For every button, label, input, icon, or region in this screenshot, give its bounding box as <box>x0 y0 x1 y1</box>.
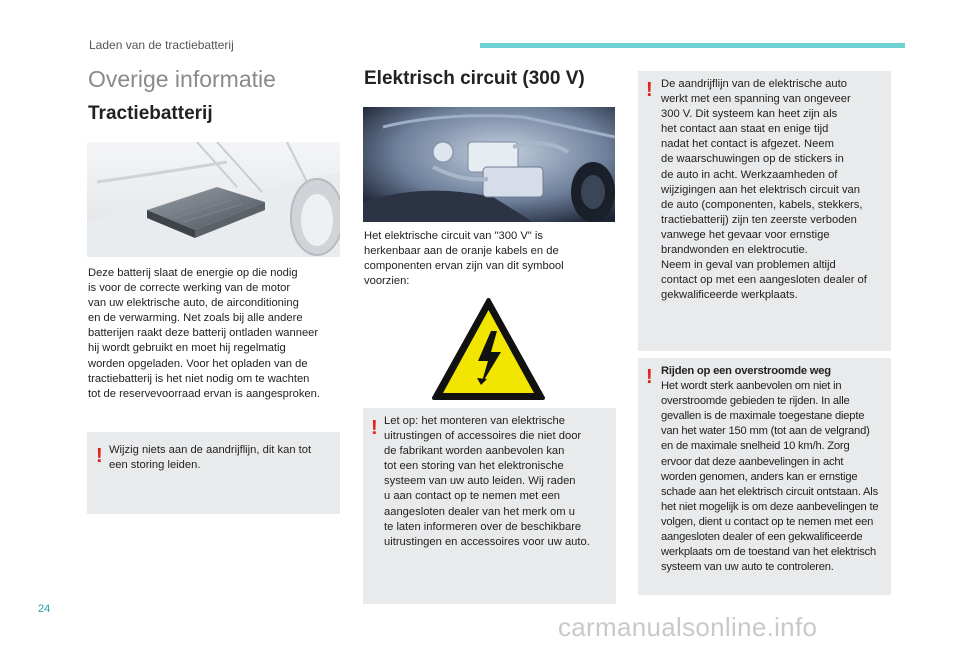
traction-battery-heading: Tractiebatterij <box>88 103 213 124</box>
drivetrain-warning-box <box>87 432 340 514</box>
paragraph-line: voorzien: <box>364 275 410 288</box>
paragraph-line: tot de reservevoorraad ervan is aangesproken. <box>88 387 320 400</box>
warning-title: Rijden op een overstroomde weg <box>661 365 831 377</box>
high-voltage-warning-icon <box>431 297 546 402</box>
header-accent-bar <box>480 43 905 48</box>
warning-line: contact op met een aangesloten dealer of <box>661 274 867 287</box>
paragraph-line: batterijen raakt deze batterij ontladen wanneer <box>88 327 319 340</box>
warning-line: een storing leiden. <box>109 459 201 472</box>
warning-text <box>661 77 889 303</box>
warning-line: werkplaats om de toestand van het elektrisch <box>661 546 877 559</box>
warning-line: systeem van uw auto te controleren. <box>661 561 834 574</box>
paragraph-line: Het elektrische circuit van "300 V" is <box>364 230 543 242</box>
exclamation-icon: ! <box>371 417 378 439</box>
warning-line: tot een storing van het elektronische <box>384 460 564 473</box>
warning-line: uitrustingen of accessoires die niet door <box>384 430 582 443</box>
warning-line: gekwalificeerde werkplaats. <box>661 289 798 302</box>
warning-line: tractiebatterij) zijn ten zeerste verboden <box>661 213 857 226</box>
paragraph-line: en de verwarming. Net zoals bij alle andere <box>88 312 303 325</box>
paragraph-line: componenten ervan zijn van dit symbool <box>364 260 564 273</box>
warning-line: uitrustingen en accessoires voor uw auto. <box>384 535 590 548</box>
warning-text <box>384 414 614 550</box>
warning-line: gevallen is de maximale toegestane diepte <box>661 410 865 423</box>
warning-line: de waarschuwingen op de stickers in <box>661 153 844 166</box>
warning-line: het contact aan staat en enige tijd <box>661 123 829 136</box>
paragraph-line: is voor de correcte werking van de motor <box>88 282 291 295</box>
warning-line: de fabrikant worden aanbevolen kan <box>384 445 565 458</box>
warning-line: Neem in geval van problemen altijd <box>661 259 836 272</box>
warning-line: wijzigingen aan het elektrisch circuit van <box>661 183 860 196</box>
flooded-road-warning-box <box>638 358 891 595</box>
warning-line: Het wordt sterk aanbevolen om niet in <box>661 380 842 393</box>
traction-battery-illustration <box>87 142 340 257</box>
paragraph-line: van uw elektrische auto, de airconditioning <box>88 297 299 310</box>
exclamation-icon: ! <box>646 366 653 388</box>
watermark: carmanualsonline.info <box>558 612 818 642</box>
warning-line: overstroomde gebieden te rijden. In alle <box>661 395 850 408</box>
warning-line: volgen, dient u contact op te nemen met een <box>661 515 874 528</box>
warning-line: van het water 150 mm (tot aan de velgrand) <box>661 425 870 438</box>
section-title: Overige informatie <box>88 66 276 92</box>
exclamation-icon: ! <box>96 445 103 467</box>
warning-line: de auto (componenten, kabels, stekkers, <box>661 198 863 211</box>
paragraph-line: Deze batterij slaat de energie op die nodig <box>88 267 298 279</box>
warning-line: worden genomen, anders kan er ernstige <box>661 470 858 483</box>
warning-line: te laten informeren over de beschikbare <box>384 520 582 533</box>
accessories-warning-box <box>363 408 616 604</box>
electric-circuit-heading: Elektrisch circuit (300 V) <box>364 68 585 89</box>
warning-line: nadat het contact is afgezet. Neem <box>661 138 834 151</box>
paragraph-line: hij wordt gebruikt en moet hij regelmatig <box>88 342 286 355</box>
electric-circuit-text <box>364 229 614 289</box>
warning-line: het niet mogelijk is om deze aanbevelingen te <box>661 500 879 513</box>
warning-line: schade aan het elektrisch circuit ontstaan. Als <box>661 485 878 498</box>
warning-line: aangesloten dealer of een gekwalificeerde <box>661 531 863 544</box>
warning-line: vanwege het gevaar voor ernstige <box>661 228 830 241</box>
warning-line: de auto in acht. Werkzaamheden of <box>661 168 838 181</box>
paragraph-line: worden opgeladen. Voor het opladen van de <box>88 357 308 370</box>
warning-line: De aandrijflijn van de elektrische auto <box>661 78 847 90</box>
warning-line: brandwonden en elektrocutie. <box>661 244 808 257</box>
warning-line: 300 V. Dit systeem kan heet zijn als <box>661 108 838 121</box>
warning-line: en de maximale snelheid 10 km/h. Zorg <box>661 440 850 453</box>
page-number: 24 <box>38 603 51 615</box>
warning-line: u aan contact op te nemen met een <box>384 490 561 503</box>
traction-battery-text <box>88 266 348 402</box>
warning-line: aangesloten dealer van het merk om u <box>384 505 575 518</box>
warning-line: Let op: het monteren van elektrische <box>384 415 565 427</box>
chapter-title: Laden van de tractiebatterij <box>89 38 234 52</box>
engine-bay-illustration <box>363 107 615 222</box>
exclamation-icon: ! <box>646 79 653 101</box>
warning-line: ervoor dat deze aanbevelingen in acht <box>661 455 844 468</box>
paragraph-line: herkenbaar aan de oranje kabels en de <box>364 245 559 258</box>
warning-line: Wijzig niets aan de aandrijflijn, dit kan tot <box>109 444 312 456</box>
warning-text <box>661 364 890 575</box>
warning-line: systeem van uw auto leiden. Wij raden <box>384 475 576 488</box>
warning-text <box>109 443 337 473</box>
high-voltage-warning-box <box>638 71 891 351</box>
warning-line: werkt met een spanning van ongeveer <box>661 93 851 106</box>
paragraph-line: tractiebatterij is het niet nodig om te wachten <box>88 372 310 385</box>
